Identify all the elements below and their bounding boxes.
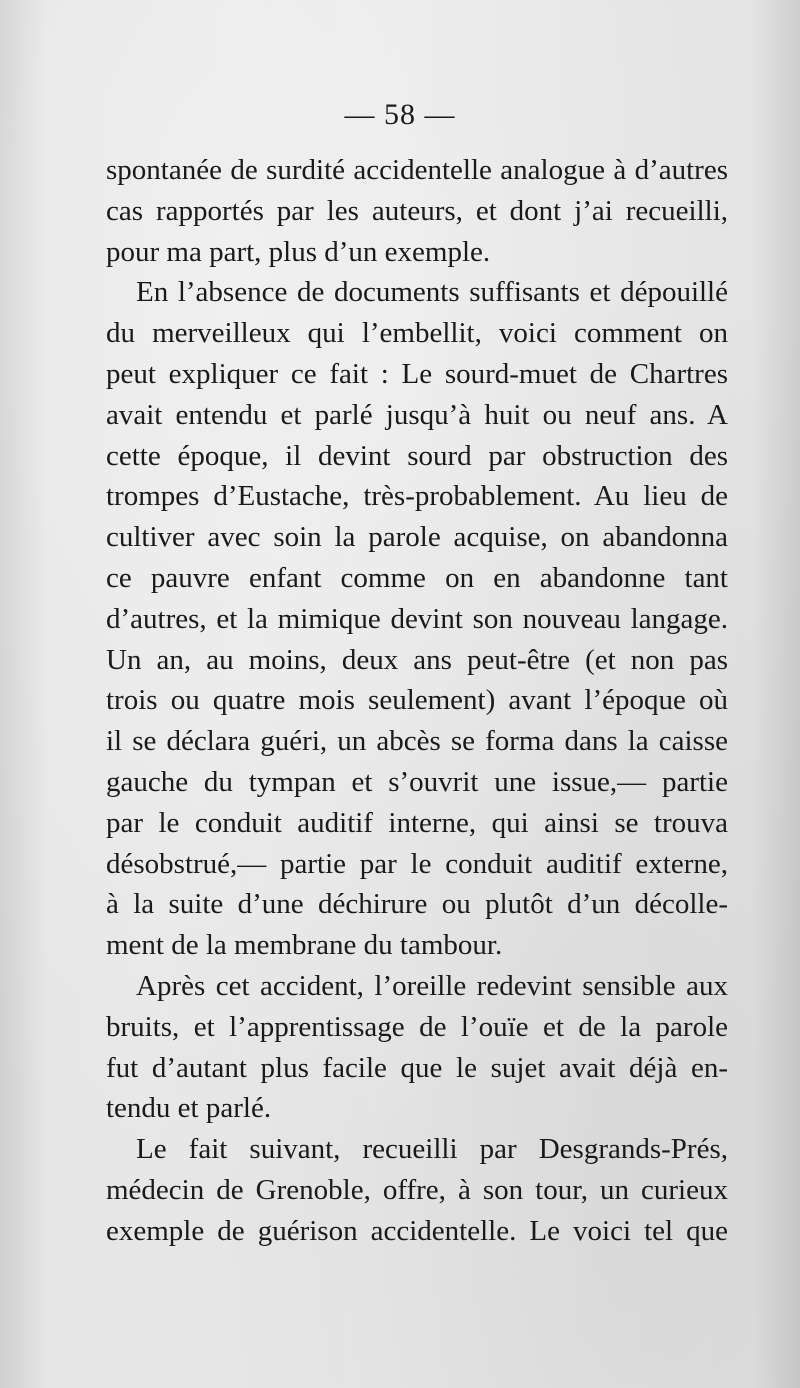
text-line: exemple de guérison accidentelle. Le voici tel que: [106, 1214, 728, 1247]
text-line: il se déclara guéri, un abcès se forma dans la caisse: [106, 725, 728, 758]
text-line: gauche du tympan et s’ouvrit une issue,— partie: [106, 765, 728, 798]
text-line: cette époque, il devint sourd par obstruction des: [106, 439, 728, 472]
text-line: fut d’autant plus facile que le sujet avait déjà en-: [106, 1051, 728, 1084]
text-body: [106, 150, 728, 1252]
text-line: trois ou quatre mois seulement) avant l’époque où: [106, 684, 728, 717]
text-line: du merveilleux qui l’embellit, voici comment on: [106, 317, 728, 350]
text-line: par le conduit auditif interne, qui ainsi se trouva: [106, 806, 728, 839]
text-line: pour ma part, plus d’un exemple.: [106, 235, 491, 268]
text-line: à la suite d’une déchirure ou plutôt d’un décolle-: [106, 888, 728, 921]
text-line: médecin de Grenoble, offre, à son tour, un curieux: [106, 1173, 728, 1206]
text-line: ment de la membrane du tambour.: [106, 929, 503, 962]
text-line: ce pauvre enfant comme on en abandonne tant: [106, 561, 728, 594]
text-line: trompes d’Eustache, très-probablement. Au lieu de: [106, 480, 728, 513]
text-line: Le fait suivant, recueilli par Desgrands-Prés,: [136, 1133, 728, 1166]
text-line: d’autres, et la mimique devint son nouveau langage.: [106, 602, 728, 635]
text-line: désobstrué,— partie par le conduit auditif externe,: [106, 847, 728, 880]
page-number: — 58 —: [344, 98, 456, 131]
text-line: Après cet accident, l’oreille redevint sensible aux: [136, 969, 728, 1002]
text-line: tendu et parlé.: [106, 1092, 272, 1125]
text-line: En l’absence de documents suffisants et dépouillé: [136, 276, 728, 309]
text-line: spontanée de surdité accidentelle analogue à d’autres: [106, 154, 728, 186]
text-line: Un an, au moins, deux ans peut-être (et non pas: [106, 643, 728, 676]
text-line: avait entendu et parlé jusqu’à huit ou neuf ans. A: [106, 398, 728, 431]
text-line: peut expliquer ce fait : Le sourd-muet de Chartres: [106, 357, 728, 390]
text-line: bruits, et l’apprentissage de l’ouïe et de la parole: [106, 1010, 728, 1043]
text-line: cultiver avec soin la parole acquise, on abandonna: [106, 521, 728, 554]
text-line: cas rapportés par les auteurs, et dont j’ai recueilli,: [106, 194, 728, 227]
